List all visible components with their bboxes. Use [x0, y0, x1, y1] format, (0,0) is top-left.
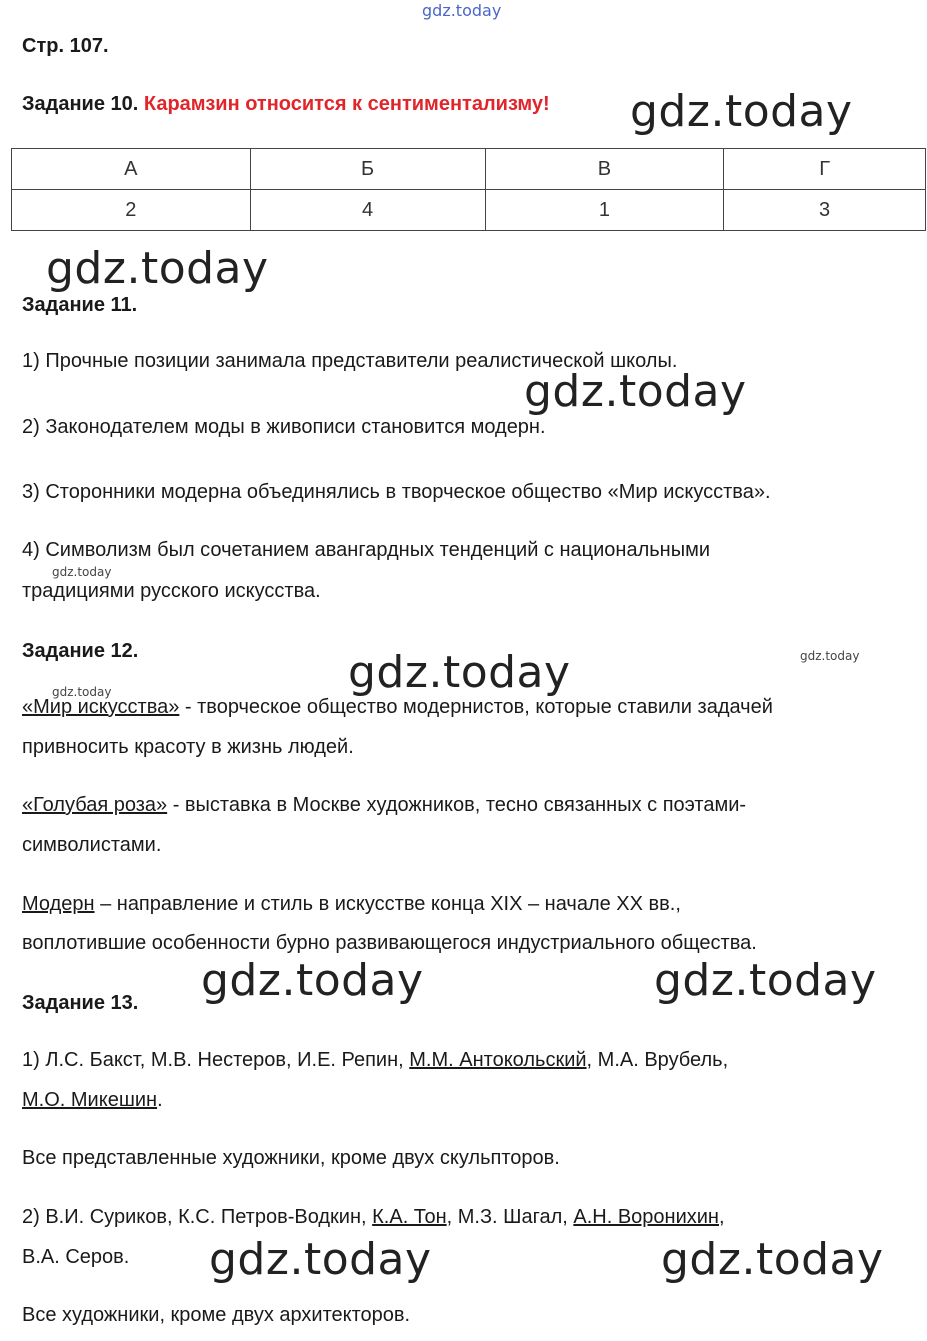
- task10-heading: [22, 93, 550, 116]
- term-definition: [22, 697, 773, 717]
- watermark: gdz.today: [348, 647, 571, 698]
- task13-q1-continuation: [22, 1090, 163, 1110]
- table-cell: 4: [250, 190, 485, 231]
- watermark-top: gdz.today: [422, 1, 502, 20]
- watermark: gdz.today: [661, 1234, 884, 1285]
- task11-item: 2) Законодателем моды в живописи становится модерн.: [22, 416, 546, 438]
- watermark-small: gdz.today: [52, 685, 112, 699]
- watermark: gdz.today: [46, 243, 269, 294]
- definition-continuation: привносить красоту в жизнь людей.: [22, 736, 354, 758]
- underlined-name: М.О. Микешин: [22, 1089, 158, 1111]
- page-label: Стр. 107.: [22, 35, 109, 57]
- task11-item: 3) Сторонники модерна объединялись в творческое общество «Мир искусства».: [22, 481, 771, 503]
- task10-label: Задание 10.: [22, 93, 139, 115]
- watermark: gdz.today: [201, 955, 424, 1006]
- term-definition: [22, 894, 681, 914]
- task11-item: 1) Прочные позиции занимала представители реалистической школы.: [22, 350, 678, 372]
- names-text: , М.З. Шагал,: [446, 1206, 574, 1228]
- watermark: gdz.today: [654, 955, 877, 1006]
- term: «Мир искусства»: [22, 696, 180, 718]
- task13-q1: [22, 1050, 728, 1070]
- table-header-row: [12, 149, 926, 190]
- task13-q2-continuation: В.А. Серов.: [22, 1246, 130, 1268]
- task11-item-continuation: традициями русского искусства.: [22, 580, 321, 602]
- watermark: gdz.today: [630, 86, 853, 137]
- table-row: [12, 190, 926, 231]
- watermark: gdz.today: [524, 366, 747, 417]
- table-cell: 2: [12, 190, 251, 231]
- task13-q1-conclusion: Все представленные художники, кроме двух скульпторов.: [22, 1147, 560, 1169]
- definition-text: - выставка в Москве художников, тесно связанных с поэтами-: [167, 794, 747, 816]
- names-text: 2) В.И. Суриков, К.С. Петров-Водкин,: [22, 1206, 373, 1228]
- table-header-cell: Г: [724, 149, 926, 190]
- table-header-cell: А: [12, 149, 251, 190]
- definition-continuation: воплотившие особенности бурно развивающегося индустриального общества.: [22, 932, 757, 954]
- table-header-cell: В: [485, 149, 724, 190]
- table-header-cell: Б: [250, 149, 485, 190]
- task11-item: 4) Символизм был сочетанием авангардных тенденций с национальными: [22, 539, 711, 561]
- answers-table: [11, 148, 926, 231]
- names-text: , М.А. Врубель,: [586, 1049, 729, 1071]
- watermark: gdz.today: [209, 1234, 432, 1285]
- term-definition: [22, 795, 746, 815]
- names-text: ,: [718, 1206, 725, 1228]
- table-cell: 1: [485, 190, 724, 231]
- task12-label: Задание 12.: [22, 640, 139, 662]
- task13-q2-conclusion: Все художники, кроме двух архитекторов.: [22, 1304, 411, 1326]
- definition-text: – направление и стиль в искусстве конца XIX – начале XX вв.,: [94, 893, 681, 915]
- definition-continuation: символистами.: [22, 834, 162, 856]
- underlined-name: К.А. Тон: [372, 1206, 447, 1228]
- names-text: 1) Л.С. Бакст, М.В. Нестеров, И.Е. Репин,: [22, 1049, 410, 1071]
- task13-label: Задание 13.: [22, 992, 139, 1014]
- definition-text: - творческое общество модернистов, которые ставили задачей: [179, 696, 773, 718]
- task13-q2: [22, 1207, 725, 1227]
- task11-label: Задание 11.: [22, 294, 138, 316]
- watermark-small: gdz.today: [800, 649, 860, 663]
- underlined-name: М.М. Антокольский: [409, 1049, 587, 1071]
- table-cell: 3: [724, 190, 926, 231]
- watermark-small: gdz.today: [52, 565, 112, 579]
- names-text: .: [157, 1089, 163, 1111]
- task10-answer: Карамзин относится к сентиментализму!: [143, 93, 550, 115]
- term: «Голубая роза»: [22, 794, 168, 816]
- term: Модерн: [22, 893, 95, 915]
- underlined-name: А.Н. Воронихин: [573, 1206, 719, 1228]
